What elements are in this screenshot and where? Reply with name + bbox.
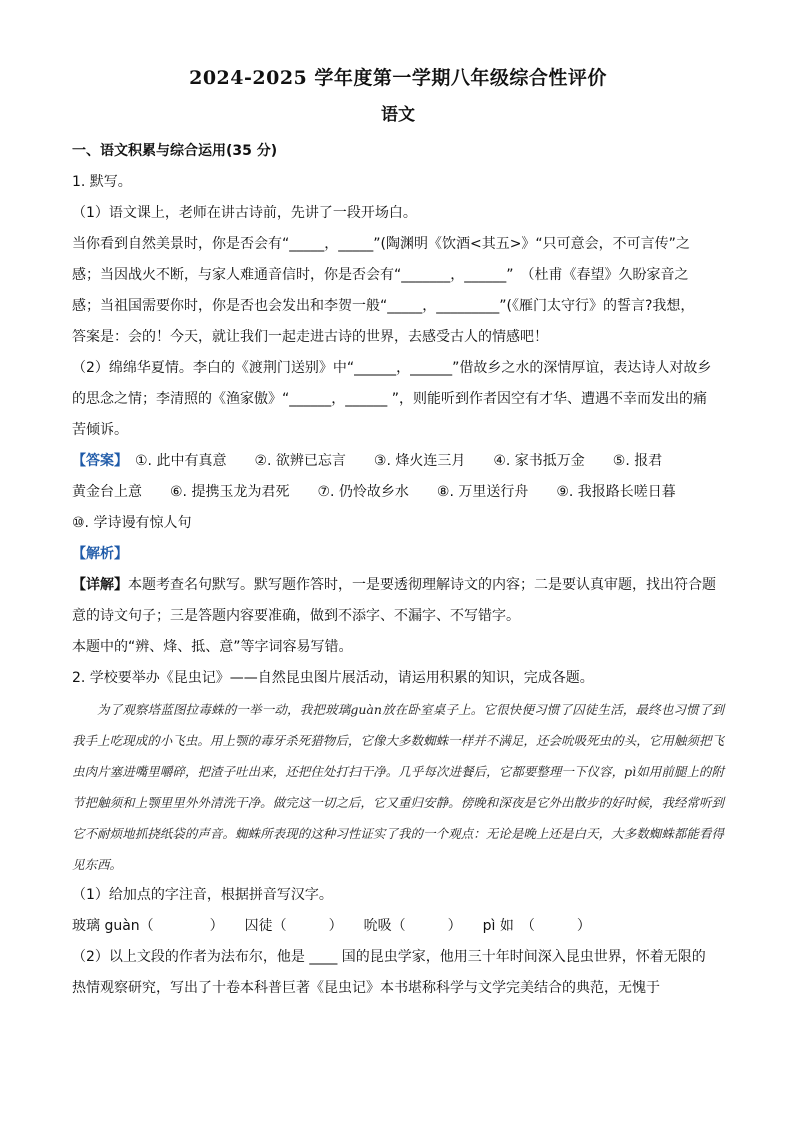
q2-part1: （1）给加点的字注音，根据拼音写汉字。 [72, 887, 333, 903]
detail-text-1: 本题考查名句默写。默写题作答时，一是要透彻理解诗文的内容；二是要认真审题，找出符合题 [128, 577, 716, 593]
q2-part2-line2: 热情观察研究，写出了十卷本科普巨著《昆虫记》本书堪称科学与文学完美结合的典范，无愧于 [72, 980, 660, 996]
q2-passage: 为了观察塔蓝图拉毒蛛的一举一动，我把玻璃guàn放在卧室桌子上。它很快便习惯了囚徒生活，最终也习惯了到我手上吃现成的小飞虫。用上颚的毒牙杀死猎物后，它像大多数蜘蛛一样并不满足，还会吮吸死虫的头，它用触须把飞虫肉片塞进嘴里嚼碎，把渣子吐出来，还把住处打扫干净。几乎每次进餐后，它都要整理一下仪容，pì如用前腿上的附节把触须和上颚里里外外清洗干净。做完这一切之后，它又重归安静。傍晚和深夜是它外出散步的好时候，我经常听到它不耐烦地抓挠纸袋的声音。蜘蛛所表现的这种习性证实了我的一个观点：无论是晚上还是白天，大多数蜘蛛都能看得见东西。 [72, 702, 724, 872]
detail-line1 [72, 570, 724, 601]
q1-label: 1. 默写。 [72, 174, 132, 190]
q1-part2-line2: 的思念之情；李清照的《渔家傲》“______，______ ”，则能听到作者因空有才华、遭遇不幸而发出的痛 [72, 391, 707, 407]
subject-title: 语文 [381, 105, 415, 125]
detail-label: 【详解】 [72, 577, 128, 593]
page-title: 2024-2025 学年度第一学期八年级综合性评价 [189, 67, 607, 89]
q1-part1-line3: 感；当祖国需要你时，你是否也会发出和李贺一般“_____，_________”(《雁门太守行》的誓言?我想， [72, 298, 695, 314]
q1-part1-intro: （1）语文课上，老师在讲古诗前，先讲了一段开场白。 [72, 205, 417, 221]
answer-line1 [72, 446, 724, 477]
q2-label: 2. 学校要举办《昆虫记》——自然昆虫图片展活动，请运用积累的知识，完成各题。 [72, 670, 594, 686]
q2-pinyin-row: 玻璃 guàn（ ） 囚徒（ ） 吮吸（ ） pì 如 （ ） [72, 918, 591, 934]
q1-part1-line2: 感；当因战火不断，与家人难通音信时，你是否会有“_______，______” （杜甫《春望》久盼家音之 [72, 267, 689, 283]
answer-line3: ⑩. 学诗谩有惊人句 [72, 515, 192, 531]
q1-part1-line1: 当你看到自然美景时，你是否会有“_____，_____”(陶渊明《饮酒<其五>》“只可意会，不可言传”之 [72, 236, 690, 252]
q1-part2-line3: 苦倾诉。 [72, 422, 128, 438]
detail-line3: 本题中的“辨、烽、抵、意”等字词容易写错。 [72, 639, 353, 655]
q1-part1-line4: 答案是：会的！今天，就让我们一起走进古诗的世界，去感受古人的情感吧！ [72, 329, 548, 345]
section-heading: 一、语文积累与综合运用(35 分) [72, 143, 278, 159]
q1-part2-line1: （2）绵绵华夏情。李白的《渡荆门送别》中“______，______”借故乡之水的深情厚谊，表达诗人对故乡 [72, 360, 712, 376]
answer-line2: 黄金台上意 ⑥. 提携玉龙为君死 ⑦. 仍怜故乡水 ⑧. 万里送行舟 ⑨. 我报路长嗟日暮 [72, 484, 676, 500]
document-page [72, 62, 724, 1004]
detail-line2: 意的诗文句子；三是答题内容要准确，做到不添字、不漏字、不写错字。 [72, 608, 520, 624]
q2-part2-line1: （2）以上文段的作者为法布尔，他是 ____ 国的昆虫学家，他用三十年时间深入昆虫世界，怀着无限的 [72, 949, 706, 965]
answer-text-1: ①. 此中有真意 ②. 欲辨已忘言 ③. 烽火连三月 ④. 家书抵万金 ⑤. 报君 [121, 453, 663, 469]
answer-label: 【答案】 [72, 453, 121, 469]
analysis-label: 【解析】 [72, 546, 128, 562]
